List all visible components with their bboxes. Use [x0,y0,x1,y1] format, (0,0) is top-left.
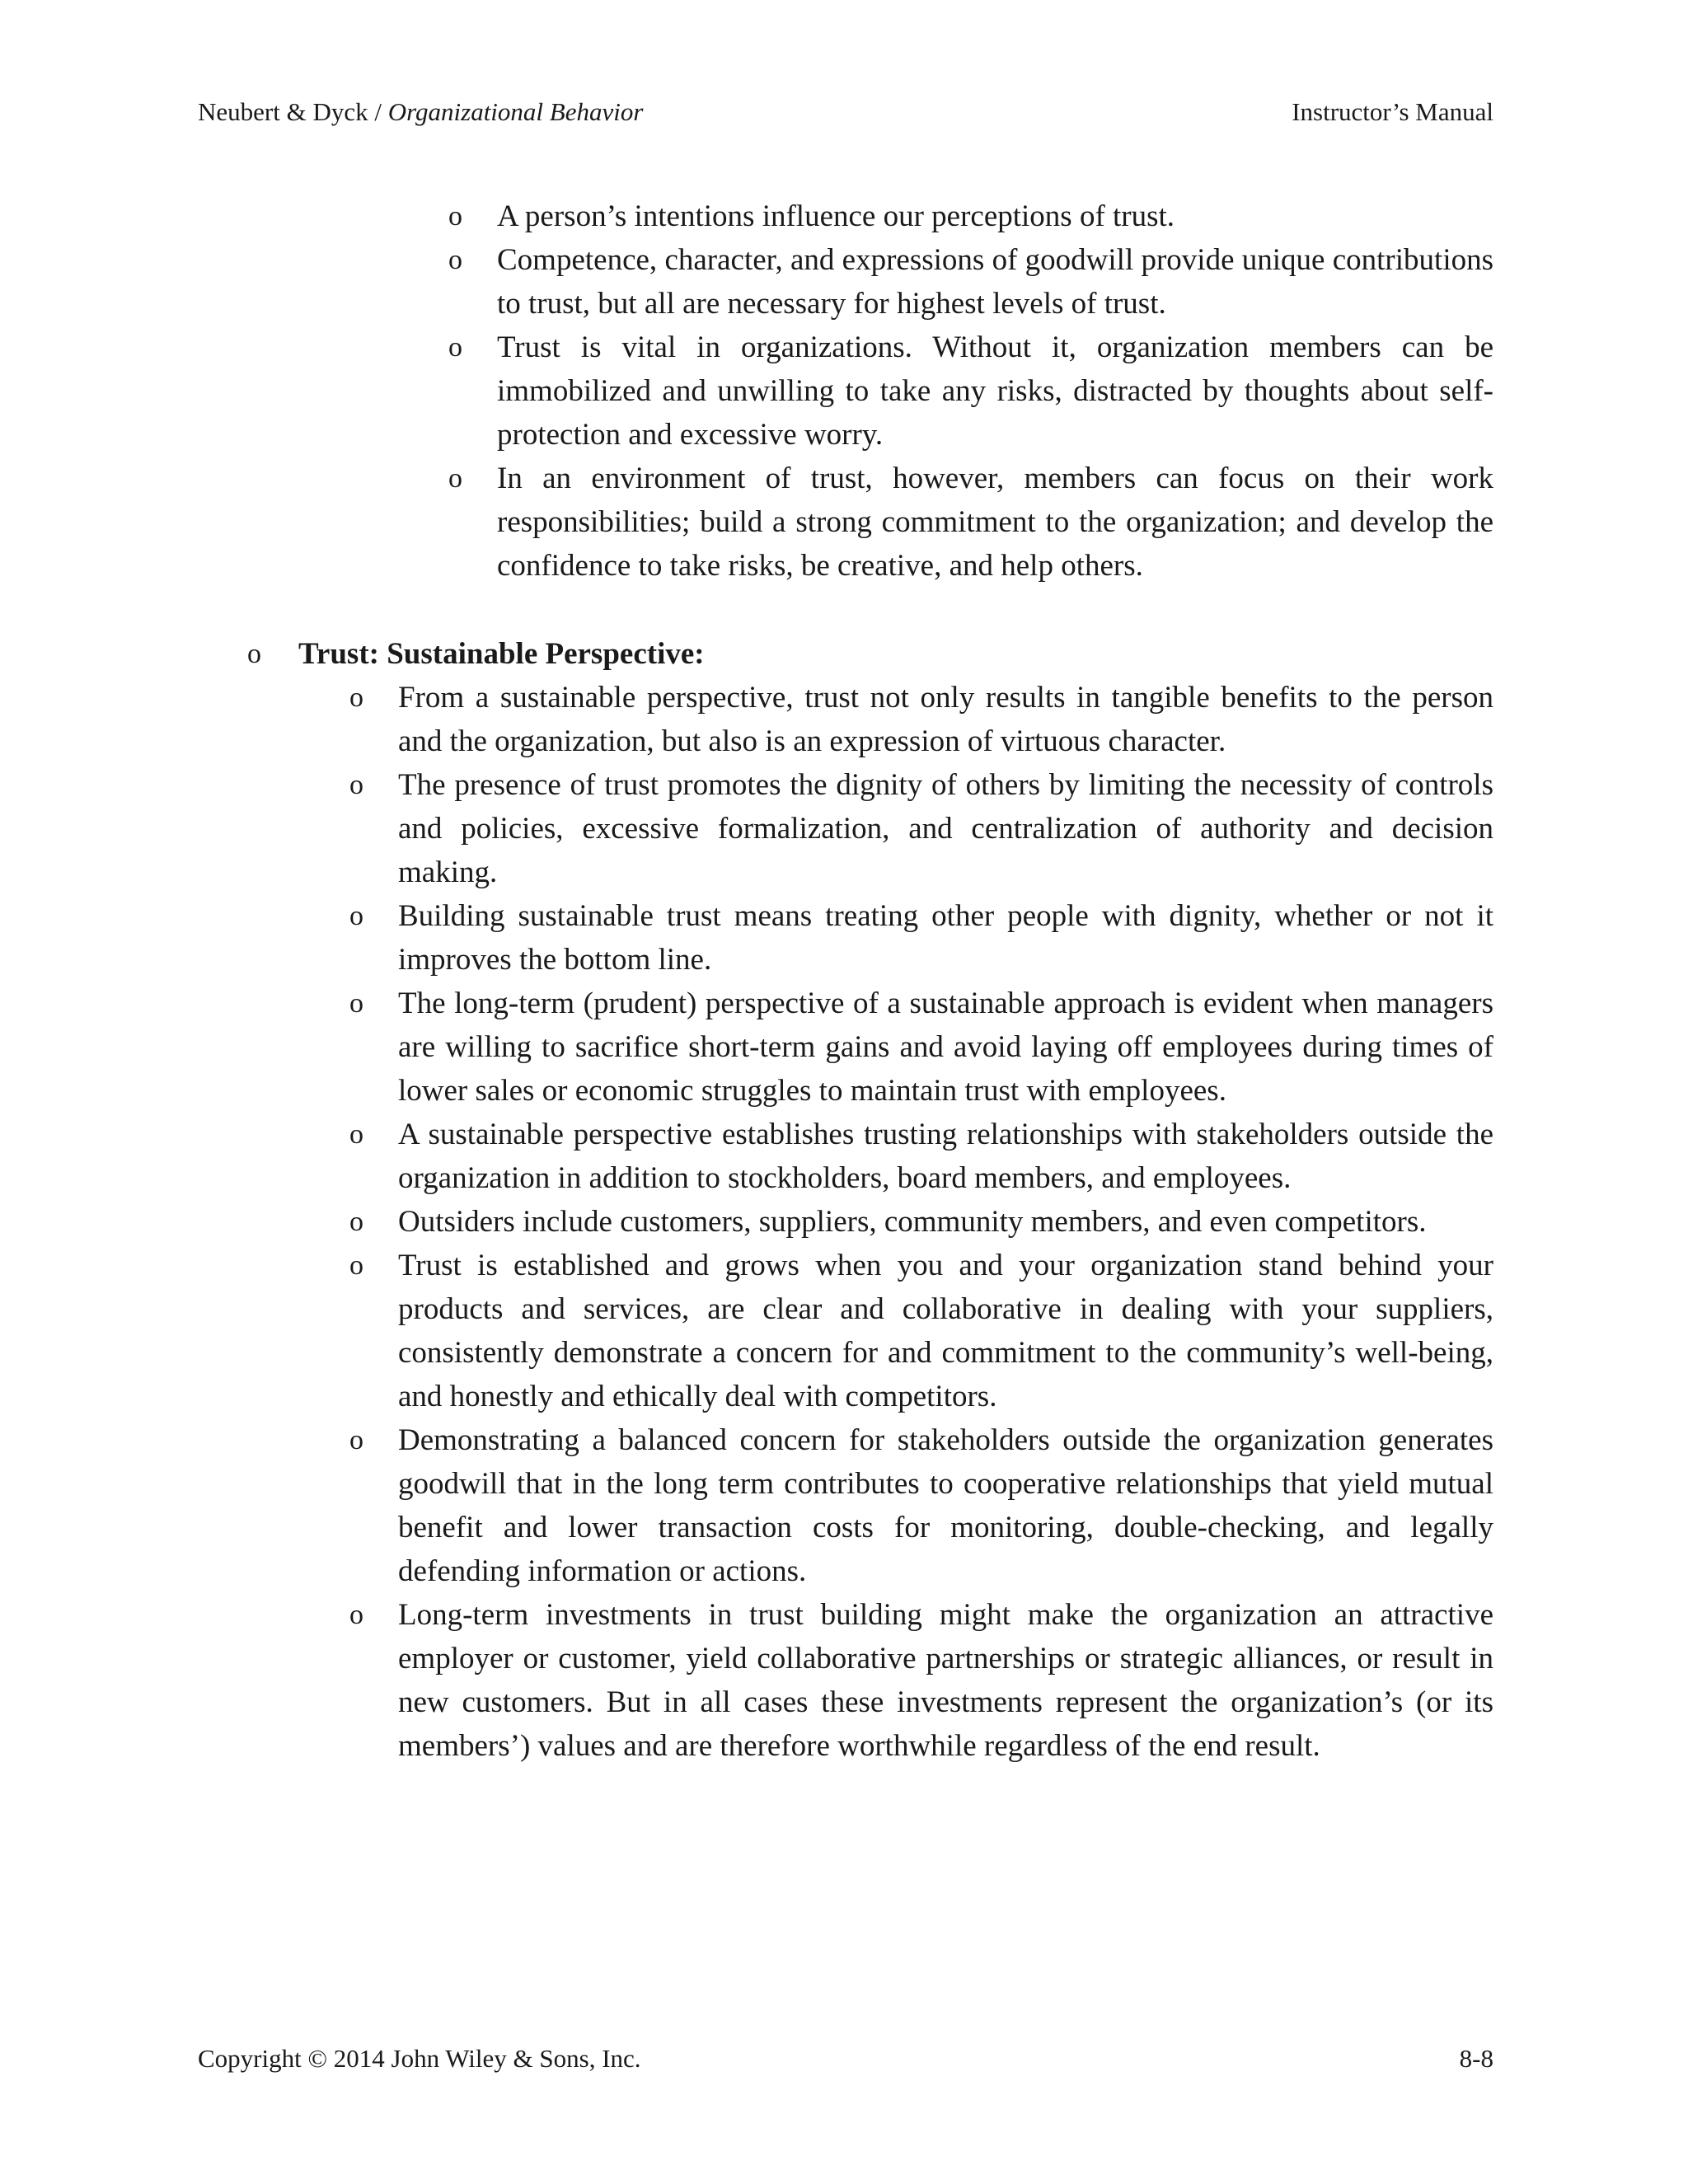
page-body [198,194,1493,1768]
list-item [198,763,1493,894]
section-heading-text: Trust: Sustainable Perspective: [298,637,705,671]
copyright-notice: Copyright © 2014 John Wiley & Sons, Inc. [198,2044,641,2073]
list-item [198,457,1493,588]
list-item [198,1200,1493,1244]
list-item-text: Long-term investments in trust building might make the organization an attractive employer or customer, yield collaborative partnerships or strategic alliances, or result in new customers. But in all cases these investments represent the organization’s (or its members’) values and are therefore worthwhile regardless of the end result. [398,1598,1493,1763]
header-manual-label: Instructor’s Manual [1292,97,1493,126]
bullet-marker: o [349,1119,363,1150]
list-item [198,1418,1493,1593]
bullet-marker: o [448,332,462,363]
list-item-text: A sustainable perspective establishes trusting relationships with stakeholders outside the organization in addition to stockholders, board members, and employees. [398,1118,1493,1195]
page-footer [198,2044,1493,2085]
list-item-text: The long-term (prudent) perspective of a sustainable approach is evident when managers are willing to sacrifice short-term gains and avoid laying off employees during times of lower sales or economic struggles to maintain trust with employees. [398,987,1493,1108]
list-item-text: Trust is vital in organizations. Without it, organization members can be immobilized and unwilling to take any risks, distracted by thoughts about self-protection and excessive worry. [497,330,1493,452]
header-authors: Neubert & Dyck / [198,97,388,126]
header-citation [198,97,643,127]
list-item [198,238,1493,326]
page-number: 8-8 [1459,2044,1493,2073]
header-book-title: Organizational Behavior [387,97,644,126]
bullet-marker: o [349,682,363,713]
section-heading [198,632,1493,676]
bullet-marker: o [448,245,462,275]
list-item [198,194,1493,238]
section-bullet-list [198,676,1493,1768]
list-item [198,1113,1493,1200]
list-item [198,676,1493,763]
bullet-marker: o [247,639,261,669]
list-item-text: In an environment of trust, however, members can focus on their work responsibilities; build a strong commitment to the organization; and develop the confidence to take risks, be creative, and help others. [497,462,1493,583]
bullet-marker: o [448,463,462,494]
bullet-marker: o [349,1600,363,1630]
continued-bullet-list [198,194,1493,588]
list-item-text: Building sustainable trust means treating other people with dignity, whether or not it improves the bottom line. [398,899,1493,977]
bullet-marker: o [349,901,363,931]
bullet-marker: o [349,1425,363,1455]
bullet-marker: o [448,201,462,232]
list-item [198,1593,1493,1768]
list-item [198,982,1493,1113]
page-header [198,97,1493,138]
bullet-marker: o [349,988,363,1019]
list-item-text: Trust is established and grows when you and your organization stand behind your products and services, are clear and collaborative in dealing with your suppliers, consistently demonstrate a concern for and commitment to the community’s well-being, and honestly and ethically deal with competitors. [398,1249,1493,1413]
list-item [198,326,1493,457]
bullet-marker: o [349,770,363,800]
bullet-marker: o [349,1207,363,1237]
list-item-text: Demonstrating a balanced concern for stakeholders outside the organization generates goodwill that in the long term contributes to cooperative relationships that yield mutual benefit and lower transaction costs for monitoring, double-checking, and legally defending information or actions. [398,1423,1493,1588]
list-item-text: The presence of trust promotes the dignity of others by limiting the necessity of controls and policies, excessive formalization, and centralization of authority and decision making. [398,768,1493,889]
list-item [198,894,1493,982]
list-item [198,1244,1493,1418]
list-item-text: A person’s intentions influence our perceptions of trust. [497,199,1175,233]
list-item-text: Outsiders include customers, suppliers, community members, and even competitors. [398,1205,1427,1239]
list-item-text: From a sustainable perspective, trust not only results in tangible benefits to the person and the organization, but also is an expression of virtuous character. [398,681,1493,758]
list-item-text: Competence, character, and expressions of goodwill provide unique contributions to trust, but all are necessary for highest levels of trust. [497,243,1493,321]
bullet-marker: o [349,1250,363,1281]
